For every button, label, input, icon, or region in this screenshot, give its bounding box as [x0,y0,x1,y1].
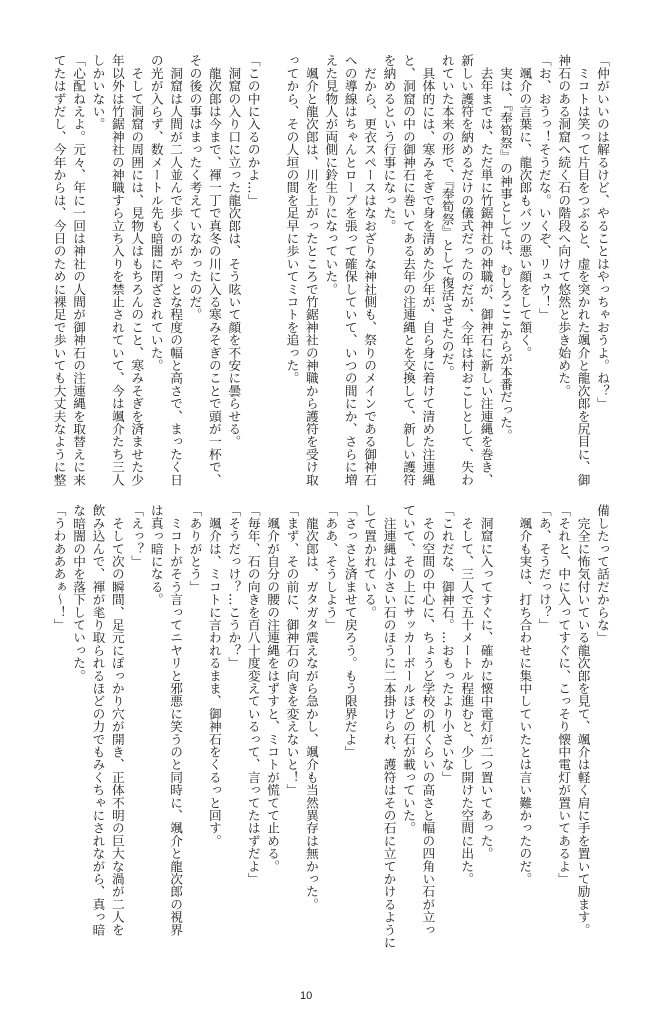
text-line: 「ああ、そうしよう」 [323,504,339,631]
text-line: 注連縄は小さい石のほうに二本掛けられ、護符はその石に立てかけるように [381,504,397,949]
text-line: 「これだな、御神石。…おもったより小さいな」 [439,504,455,784]
text-line: その後の事はまったく考えていなかったのだ。 [187,54,203,321]
text-line: ミコトは笑って片目をつぶると、虚を突かれた颯介と龍次郎を尻目に、御 [575,54,591,486]
text-line: だから、更衣スペースはなおざりな神社側も、祭りのメインである御神石 [362,54,378,486]
text-line: 「それと、中に入ってすぐに、こっそり懐中電灯が置いてあるよ」 [556,504,572,885]
text-line: して置かれている。 [362,504,378,619]
text-line: 洞窟に入ってすぐに、確かに懐中電灯が二つ置いてあった。 [478,504,494,860]
text-line: れていた本来の形で、『奉筍祭』として復活させたのだ。 [439,54,455,378]
text-line: えた見物人が両側に鈴生りになっていた。 [323,54,339,296]
text-line: てたはずだし、今年からは、今日のために裸足で歩いても大丈夫なように整 [51,54,67,486]
text-line: 颯介の言葉に、龍次郎もバツの悪い顔をして頷く。 [517,54,533,359]
text-line: 颯介が自分の腰の注連縄をはずすと、ミコトが慌てて止める。 [265,504,281,873]
text-block-top [49,54,612,486]
text-line: 実は、『奉筍祭』の神事としては、むしろここからが本番だった。 [497,54,513,442]
text-line: 神石のある洞窟へ続く石の階段へ向けて悠然と歩き始めた。 [556,54,572,397]
text-line: 颯介と龍次郎は、川を上がったところで竹鋸神社の神職から護符を受け取 [303,54,319,486]
text-line: 新しい護符を納めるだけの儀式だったのだが、今年は村おこしとして、失わ [459,54,475,486]
text-line: 「仲がいいのは解るけど、やることはやっちゃおうよ。ね？」 [595,54,610,410]
text-line: しかいない。 [90,54,106,131]
text-line [496,504,515,949]
text-line: 「そうだっけ？…こうか？」 [226,504,242,670]
text-line [263,54,282,486]
text-line: そして次の瞬間、足元にぽっかり穴が開き、正体不明の巨大な渦が二人を [109,504,125,936]
text-line: 洞窟の入り口に立った龍次郎は、そう呟いて顔を不安に曇らせる。 [226,54,242,448]
text-line: その空間の中心に、ちょうど学校の机くらいの高さと幅の四角い石が立っ [420,504,436,936]
text-line: 「この中に入るのかよ…」 [245,54,261,207]
text-line: 龍次郎は今まで、褌一丁で真冬の川に入る寒みそぎのことで頭が一杯で、 [206,54,222,486]
text-line: 備したって話だからな」 [595,504,610,644]
text-line: 「さっさと済ませて戻ろう。もう限界だよ」 [342,504,358,758]
text-block-bottom [49,504,612,949]
text-line: への導線はちゃんとロープを張って確保していて、いつの間にか、さらに増 [342,54,358,486]
text-line: 「うわあああぁ～！」 [51,504,67,631]
text-line: 「まず、その前に、御神石の向きを変えないと！」 [284,504,300,797]
text-line: を納めるという行事になった。 [381,54,397,232]
text-line: 年以外は竹鋸神社の神職すら立ち入りを禁止されていて、今は颯介たち三人 [109,54,125,486]
text-line: 「毎年、石の向きを百八十度変えているって、言ってたはずだよ」 [245,504,261,885]
text-line: そして、三人で五十メートル程進むと、少し開けた空間に出た。 [459,504,475,885]
text-line: ていて、その上にサッカーボールほどの石が載っていた。 [400,504,416,835]
text-line: 「お、おうっ！そうだな。いくぞ、リュウ！」 [536,54,552,321]
text-line: 飲み込んで、褌が毟り取られるほどの力でもみくちゃにされながら、真っ暗 [90,504,106,936]
text-line: 「ありがとう」 [187,504,203,593]
text-line: は真っ暗になる。 [148,504,164,606]
text-line: 去年までは、ただ単に竹鋸神社の神職が、御神石に新しい注連縄を巻き、 [478,54,494,486]
text-line: 洞窟は人間が二人並んで歩くのがやっとな程度の幅と高さで、まったく日 [168,54,184,486]
text-line: な暗闇の中を落下していった。 [71,504,87,682]
text-line: ミコトがそう言ってニヤリと邪悪に笑うのと同時に、颯介と龍次郎の視界 [168,504,184,936]
text-line: 「えっ？」 [129,504,145,568]
text-line: と、洞窟の中の御神石に巻いてある去年の注連縄とを交換して、新しい護符 [400,54,416,486]
text-line: 颯介は、ミコトに言われるまま、御神石をくるっと回す。 [206,504,222,847]
text-line: 「あ、そうだっけ？」 [536,504,552,631]
page-number: 10 [300,990,313,1002]
text-line: の光が入らず、数メートル先も暗闇に閉ざされていた。 [148,54,164,372]
text-line: そして洞窟の周囲には、見物人はもちろんのこと、寒みそぎを済ませた少 [129,54,145,486]
text-line: 具体的には、寒みそぎで身を清めた少年が、自ら身に着けて清めた注連縄 [420,54,436,486]
text-line: 完全に怖気付いている龍次郎を見て、颯介は軽く肩に手を置いて励ます。 [575,504,591,936]
text-line: ってから、その人垣の間を足早に歩いてミコトを追った。 [284,54,300,385]
text-line: 颯介も実は、打ち合わせに集中していたとは言い難かったのだ。 [517,504,533,885]
text-line: 龍次郎は、ガタガタ震えながら急かし、颯介も当然異存は無かった。 [303,504,319,911]
text-line: 「心配ねえよ。元々、年に一回は神社の人間が御神石の注連縄を取替えに来 [71,54,87,486]
